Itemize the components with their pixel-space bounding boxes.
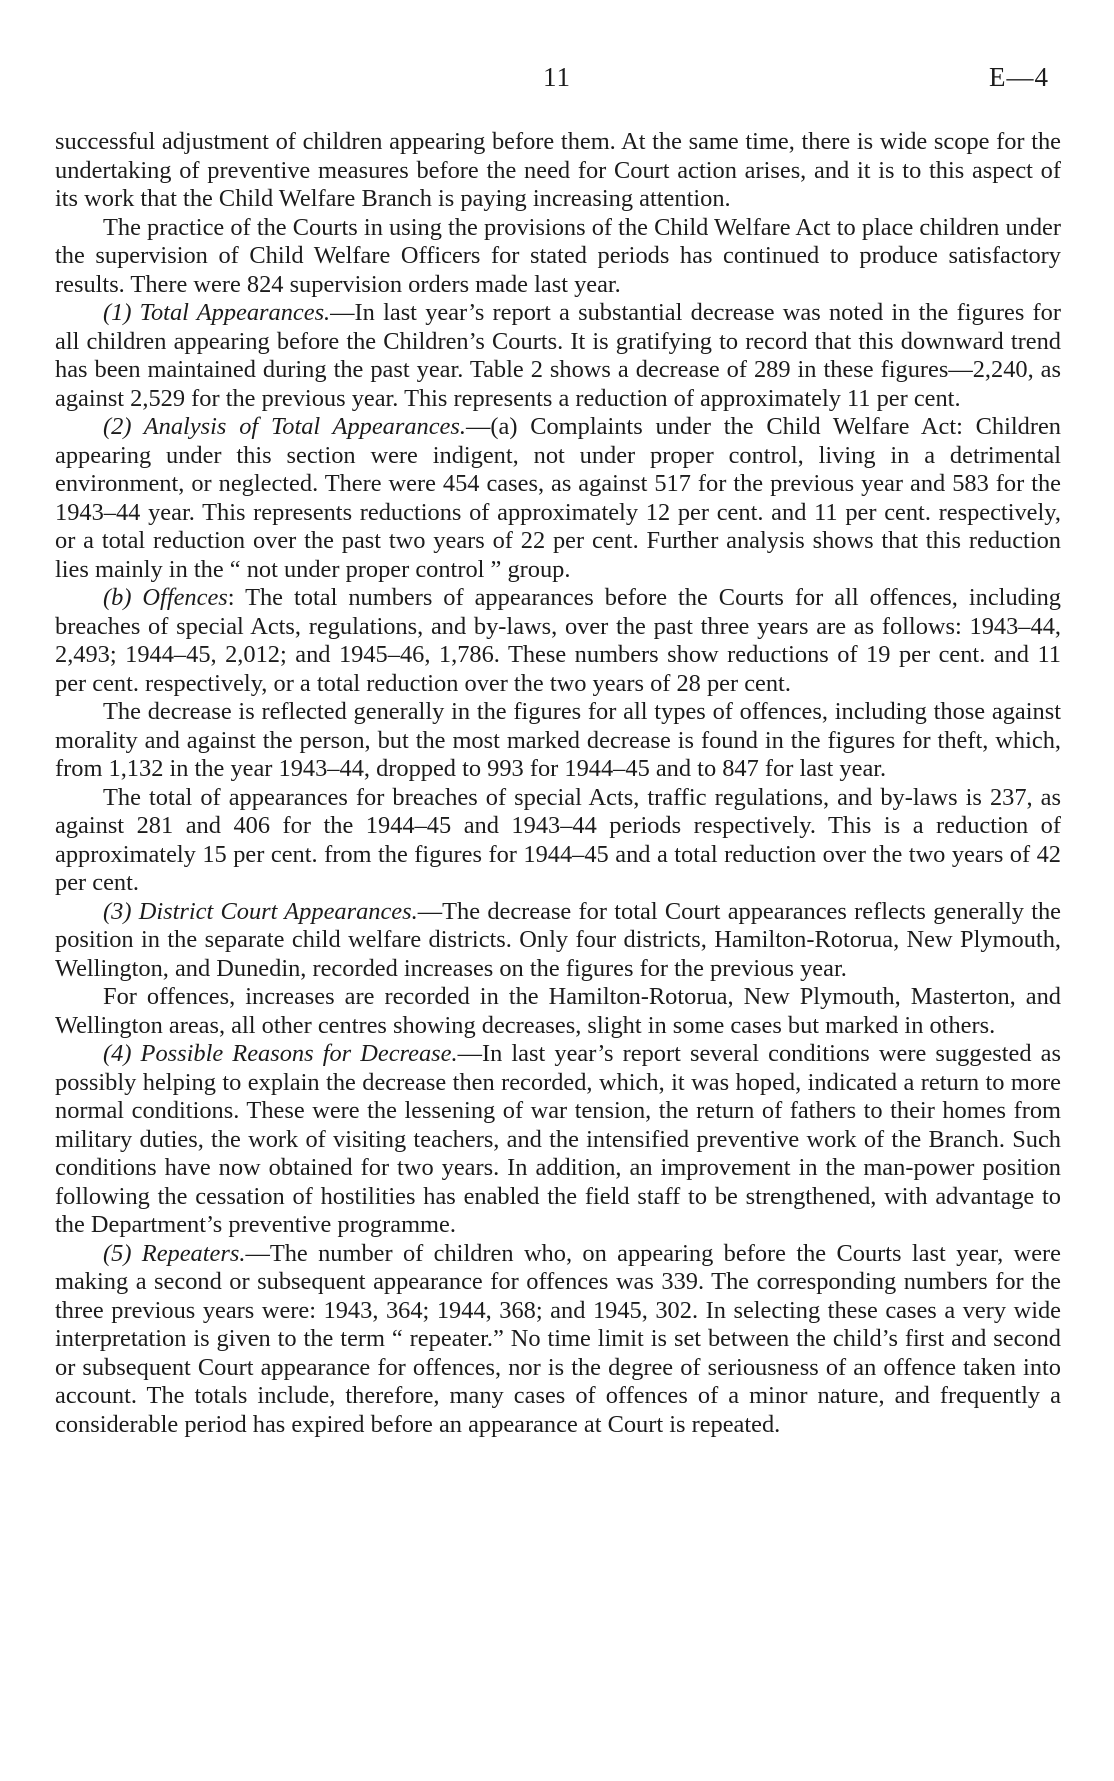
body-text	[55, 128, 1061, 1439]
section-heading: (b) Offences	[103, 584, 228, 611]
paragraph-analysis: (2) Analysis of Total Appearances.—(a) Complaints under the Child Welfare Act: Children appearing under this section were indigent, not under proper control, living in a detrimental environment, or neglected. There were 454 cases, as against 517 for the previous year and 583 for the 1943–44 year. This represents reductions of approximately 12 per cent. and 11 per cent. respectively, or a total reduction over the past two years of 22 per cent. Further analysis shows that this reduction lies mainly in the “ not under proper control ” group.	[55, 413, 1061, 583]
paragraph-supervision: The practice of the Courts in using the provisions of the Child Welfare Act to place children under the supervision of Child Welfare Officers for stated periods has continued to produce satisfactory results. There were 824 supervision orders made last year.	[55, 213, 1061, 298]
section-heading: (3) District Court Appearances.	[103, 897, 418, 925]
section-heading: (2) Analysis of Total Appearances.	[103, 413, 466, 440]
paragraph-offence-areas: For offences, increases are recorded in the Hamilton-Rotorua, New Plymouth, Masterton, and Wellington areas, all other centres showing decreases, slight in some cases but marked in others.	[55, 983, 1061, 1039]
paragraph-district-court: (3) District Court Appearances.—The decrease for total Court appearances reflects generally the position in the separate child welfare districts. Only four districts, Hamilton-Rotorua, New Plymouth, Wellington, and Dunedin, recorded increases on the figures for the previous year.	[55, 897, 1062, 982]
paragraph-total-appearances: (1) Total Appearances.—In last year’s report a substantial decrease was noted in the figures for all children appearing before the Children’s Courts. It is gratifying to record that this downward trend has been maintained during the past year. Table 2 shows a decrease of 289 in these figures—2,240, as against 2,529 for the previous year. This represents a reduction of approximately 11 per cent.	[55, 299, 1061, 412]
section-heading: (1) Total Appearances.	[103, 299, 331, 326]
section-heading: (4) Possible Reasons for Decrease.	[103, 1040, 458, 1067]
paragraph-continuation: successful adjustment of children appearing before them. At the same time, there is wide scope for the undertaking of preventive measures before the need for Court action arises, and it is to this aspect of its work that the Child Welfare Branch is paying increasing attention.	[55, 128, 1061, 212]
document-reference: E—4	[989, 62, 1049, 92]
page-number: 11	[543, 62, 571, 92]
paragraph-possible-reasons: (4) Possible Reasons for Decrease.—In last year’s report several conditions were suggested as possibly helping to explain the decrease then recorded, which, it was hoped, indicated a return to more normal conditions. These were the lessening of war tension, the return of fathers to their homes from military duties, the work of visiting teachers, and the intensified preventive work of the Branch. Such conditions have now obtained for two years. In addition, an improvement in the man-power position following the cessation of hostilities has enabled the field staff to be strengthened, with advantage to the Department’s preventive programme.	[55, 1040, 1061, 1238]
paragraph-repeaters: (5) Repeaters.—The number of children who, on appearing before the Courts last year, were making a second or subsequent appearance for offences was 339. The corresponding numbers for the three previous years were: 1943, 364; 1944, 368; and 1945, 302. In selecting these cases a very wide interpretation is given to the term “ repeater.” No time limit is set between the child’s first and second or subsequent Court appearance for offences, nor is the degree of seriousness of an offence taken into account. The totals include, therefore, many cases of offences of a minor nature, and frequently a considerable period has expired before an appearance at Court is repeated.	[55, 1239, 1061, 1438]
paragraph-offences: (b) Offences: The total numbers of appearances before the Courts for all offences, including breaches of special Acts, regulations, and by-laws, over the past three years are as follows: 1943–44, 2,493; 1944–45, 2,012; and 1945–46, 1,786. These numbers show reductions of 19 per cent. and 11 per cent. respectively, or a total reduction over the two years of 28 per cent.	[55, 584, 1062, 697]
paragraph-decrease-types: The decrease is reflected generally in the figures for all types of offences, including those against morality and against the person, but the most marked decrease is found in the figures for theft, which, from 1,132 in the year 1943–44, dropped to 993 for 1944–45 and to 847 for last year.	[55, 698, 1061, 782]
paragraph-special-acts: The total of appearances for breaches of special Acts, traffic regulations, and by-laws is 237, as against 281 and 406 for the 1944–45 and 1943–44 periods respectively. This is a reduction of approximately 15 per cent. from the figures for 1944–45 and a total reduction over the two years of 42 per cent.	[55, 783, 1061, 896]
section-heading: (5) Repeaters.	[103, 1239, 246, 1267]
